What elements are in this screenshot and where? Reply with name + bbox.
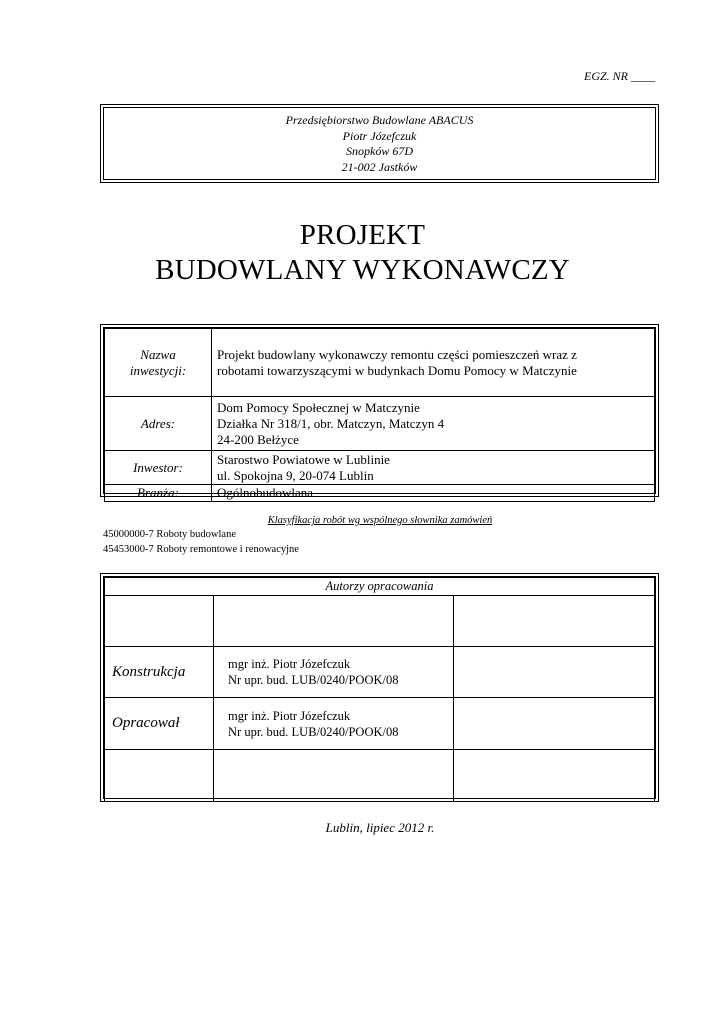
author-role: Konstrukcja [105,647,214,698]
copy-number-label: EGZ. NR ____ [583,69,655,83]
author-row-construction [105,647,655,698]
address-row [105,397,655,451]
company-box [100,104,659,183]
investor-value [212,451,655,485]
company-street: Snopków 67D [346,144,413,158]
company-name: Przedsiębiorstwo Budowlane ABACUS [285,113,474,127]
title-line-1: PROJEKT [299,219,426,251]
author-name: mgr inż. Piotr Józefczuk [228,708,351,723]
author-name: mgr inż. Piotr Józefczuk [228,657,351,671]
branch-row [105,485,655,502]
investment-label-line-1: Nazwa [140,346,176,362]
company-person: Piotr Józefczuk [342,128,417,143]
investment-row [105,329,655,397]
address-label: Adres: [105,397,212,451]
investor-line-1: Starostwo Powiatowe w Lublinie [217,451,390,467]
author-person [214,647,454,698]
authors-empty-row [105,750,655,802]
author-signature-cell [454,698,655,750]
address-line-1: Dom Pomocy Społecznej w Matczynie [217,399,420,415]
title-line-2: BUDOWLANY WYKONAWCZY [155,254,570,286]
authors-empty-row [105,596,655,647]
authors-heading: Autorzy opracowania [105,578,655,596]
branch-label: Branża: [105,485,212,502]
classification-heading: Klasyfikacja robót wg wspólnego słownika zamówień [267,515,493,526]
investment-label [105,329,212,397]
author-license: Nr upr. bud. LUB/0240/POOK/08 [228,673,399,687]
company-city: 21-002 Jastków [341,159,418,174]
author-role: Opracował [105,698,214,750]
author-signature-cell [454,647,655,698]
investment-value-line-2: robotami towarzyszącymi w budynkach Domu Pomocy w Matczynie [217,362,577,378]
author-person [214,698,454,750]
address-line-2: Działka Nr 318/1, obr. Matczyn, Matczyn 4 [217,415,445,431]
author-license: Nr upr. bud. LUB/0240/POOK/08 [228,724,399,739]
classification-list [103,528,299,557]
investment-label-line-2: inwestycji: [129,362,187,378]
investor-line-2: ul. Spokojna 9, 20-074 Lublin [217,467,374,483]
classification-code: 45000000-7 Roboty budowlane [103,529,236,540]
classification-code: 45453000-7 Roboty remontowe i renowacyjne [103,543,299,555]
authors-table [100,573,659,802]
address-value [212,397,655,451]
author-row-prepared [105,698,655,750]
investment-value-line-1: Projekt budowlany wykonawczy remontu części pomieszczeń wraz z [217,346,577,362]
investment-value [212,329,655,397]
address-line-3: 24-200 Bełżyce [217,431,299,447]
place-date: Lublin, lipiec 2012 r. [325,820,435,835]
investor-label: Inwestor: [105,451,212,485]
investor-row [105,451,655,485]
project-info-table [100,324,659,500]
document-title [0,218,725,288]
branch-value: Ogólnobudowlana [212,485,655,502]
